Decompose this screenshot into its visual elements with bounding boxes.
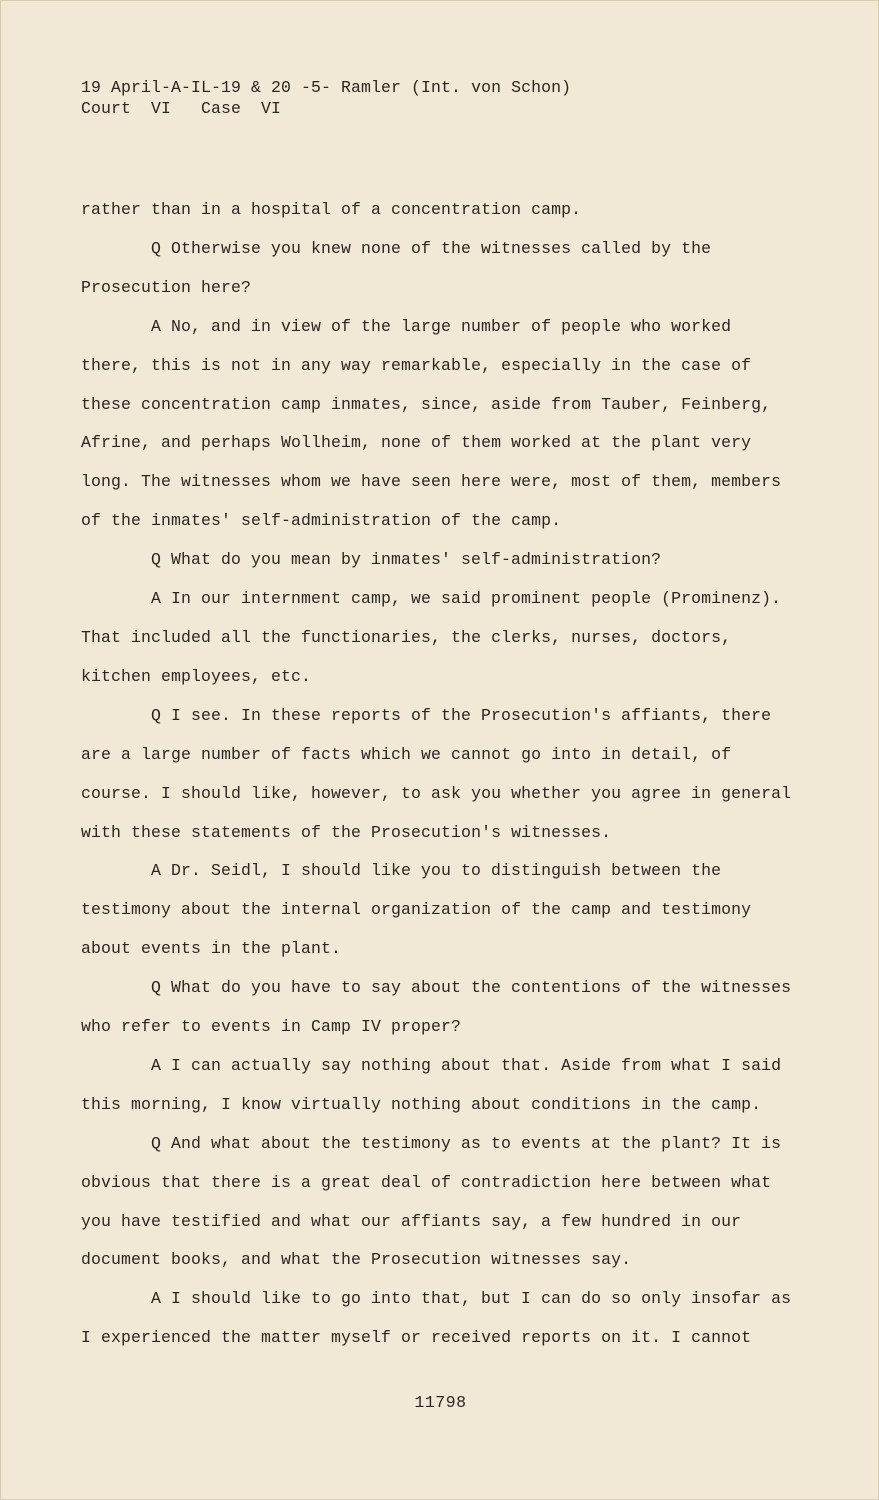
paragraph: A No, and in view of the large number of people who worked there, this is not in any way remarkable, especially in the case of these concentration camp inmates, since, aside from Tauber, Feinberg, Afrine, and perhaps Wollheim, none of them worked at the plant very long. The witnesses whom we have seen here were, most of them, members of the inmates' self-administration of the camp. <box>81 316 782 531</box>
paragraph: A I should like to go into that, but I can do so only insofar as I experienced the matter myself or received reports on it. I cannot <box>81 1289 792 1348</box>
paragraph: Q What do you have to say about the contentions of the witnesses who refer to events in Camp IV proper? <box>81 978 792 1037</box>
paragraph: Q I see. In these reports of the Prosecution's affiants, there are a large number of facts which we cannot go into in detail, of course. I should like, however, to ask you whether you agree in general with these statements of the Prosecution's witnesses. <box>81 705 792 842</box>
header-line-1: 19 April-A-IL-19 & 20 -5- Ramler (Int. von Schon) <box>81 78 572 97</box>
paragraph: Q Otherwise you knew none of the witnesses called by the Prosecution here? <box>81 238 712 297</box>
header-line-2: Court VI Case VI <box>81 99 282 118</box>
paragraph: A I can actually say nothing about that. Aside from what I said this morning, I know virtually nothing about conditions in the camp. <box>81 1055 782 1114</box>
paragraph: Q And what about the testimony as to events at the plant? It is obvious that there is a great deal of contradiction here between what you have testified and what our affiants say, a few hundred in our document books, and what the Prosecution witnesses say. <box>81 1133 782 1270</box>
document-header <box>81 77 571 119</box>
page-number: 11798 <box>414 1393 467 1412</box>
paragraph: A In our internment camp, we said prominent people (Prominenz). That included all the functionaries, the clerks, nurses, doctors, kitchen employees, etc. <box>81 589 782 686</box>
paragraph: Q What do you mean by inmates' self-administration? <box>151 550 662 570</box>
paragraph: rather than in a hospital of a concentration camp. <box>81 200 582 219</box>
paragraph: A Dr. Seidl, I should like you to distinguish between the testimony about the internal organization of the camp and testimony about events in the plant. <box>81 861 752 959</box>
transcript-body <box>81 191 801 1358</box>
